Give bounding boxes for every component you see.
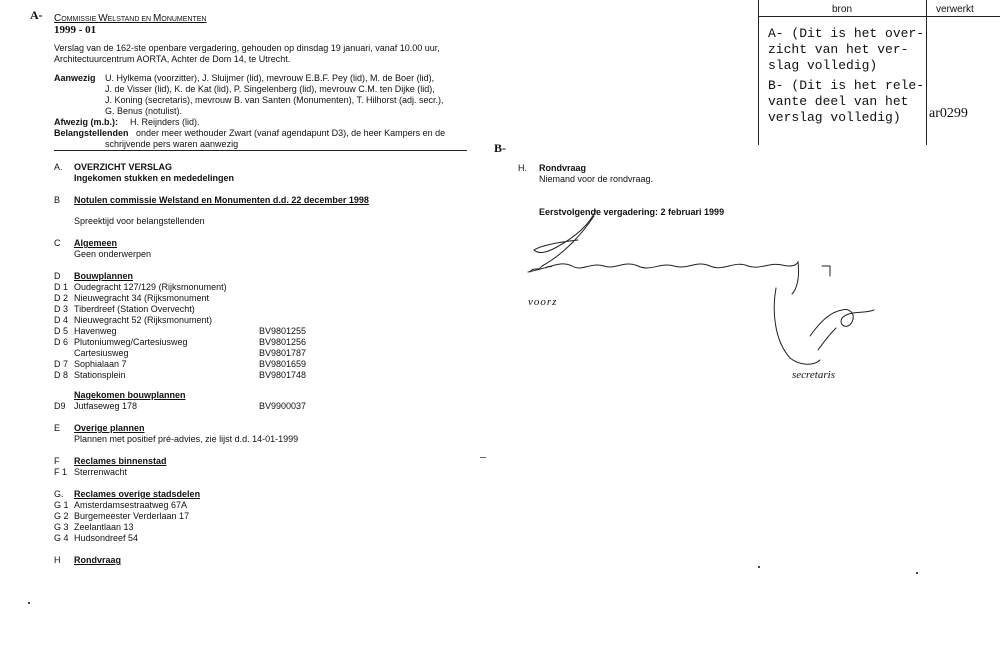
list-item [54, 337, 414, 348]
present-line: U. Hylkema (voorzitter), J. Sluijmer (lid), mevrouw E.B.F. Pey (lid), M. de Boer (lid), [105, 73, 435, 83]
list-item [54, 315, 414, 326]
item-text: Havenweg [74, 326, 117, 336]
item-text: Amsterdamsestraatweg 67A [74, 500, 188, 510]
item-code: F 1 [54, 467, 68, 477]
header-divider [54, 150, 467, 151]
right-h-text: Niemand voor de rondvraag. [539, 174, 654, 184]
section-e-text: Plannen met positief pré-advies, zie lijst d.d. 14-01-1999 [74, 434, 299, 444]
stamp-header-line [758, 16, 1000, 17]
section-d-title: Bouwplannen [74, 271, 133, 281]
item-code: D 5 [54, 326, 69, 336]
list-item [54, 359, 414, 370]
right-h-title: Rondvraag [539, 163, 587, 173]
absent-label: Afwezig (m.b.): [54, 117, 118, 127]
stamp-divider [926, 0, 927, 145]
stakeholders-line: schrijvende pers waren aanwezig [105, 139, 239, 149]
item-ref: BV9900037 [259, 401, 307, 411]
item-text: Oudegracht 127/129 (Rijksmonument) [74, 282, 227, 292]
item-text: Burgemeester Verderlaan 17 [74, 511, 190, 521]
item-ref: BV9801255 [259, 326, 307, 336]
section-a-code: A. [54, 162, 63, 172]
signature-secretaris [822, 266, 830, 276]
report-number: 1999 - 01 [54, 24, 97, 36]
item-text: Nieuwegracht 34 (Rijksmonument [74, 293, 210, 303]
stamp-col-bron: bron [832, 4, 853, 15]
item-code: G 4 [54, 533, 69, 543]
stamp-code: ar0299 [929, 106, 968, 121]
scan-speck [28, 602, 30, 604]
section-h-title: Rondvraag [74, 555, 122, 565]
item-ref: BV9801256 [259, 337, 307, 347]
item-text: Jutfaseweg 178 [74, 401, 138, 411]
item-code: D 8 [54, 370, 69, 380]
list-item [54, 293, 414, 304]
signatures-drawing [520, 210, 880, 390]
signature-voorz-label: voorz [528, 296, 558, 308]
stamp-note-b: B- (Dit is het rele- vante deel van het verslag volledig) [768, 78, 925, 125]
section-e-title: Overige plannen [74, 423, 145, 433]
section-b-code: B [54, 195, 61, 205]
scan-speck [758, 566, 760, 568]
item-code: D9 [54, 401, 66, 411]
section-g-code: G. [54, 489, 64, 499]
org-name [54, 13, 207, 24]
item-ref: BV9801787 [259, 348, 307, 358]
section-g-title: Reclames overige stadsdelen [74, 489, 201, 499]
section-b-title: Notulen commissie Welstand en Monumenten d.d. 22 december 1998 [74, 195, 369, 205]
item-text: Sterrenwacht [74, 467, 128, 477]
stakeholders-line: onder meer wethouder Zwart (vanaf agendapunt D3), de heer Kampers en de [136, 128, 446, 138]
item-code: D 2 [54, 293, 69, 303]
scan-speck [480, 457, 486, 458]
scan-speck [916, 572, 918, 574]
present-line: J. de Visser (lid), K. de Kat (lid), P. Singelenberg (lid), mevrouw C.M. ten Dijke (lid), [105, 84, 435, 94]
present-line: G. Benus (notulist). [105, 106, 183, 116]
item-text: Sophialaan 7 [74, 359, 127, 369]
section-d-code: D [54, 271, 61, 281]
signature-secretaris-label: secretaris [792, 369, 835, 381]
list-item [54, 370, 414, 381]
intro-line-2: Architectuurcentrum AORTA, Achter de Dom 14, te Utrecht. [54, 54, 291, 64]
section-c-text: Geen onderwerpen [74, 249, 152, 259]
section-f-title: Reclames binnenstad [74, 456, 167, 466]
item-code: D 3 [54, 304, 69, 314]
item-text: Nieuwegracht 52 (Rijksmonument) [74, 315, 213, 325]
item-code: D 4 [54, 315, 69, 325]
section-c-code: C [54, 238, 61, 248]
stamp-left-border [758, 0, 759, 145]
item-code: G 2 [54, 511, 69, 521]
item-ref: BV9801659 [259, 359, 307, 369]
section-e-code: E [54, 423, 61, 433]
next-meeting: Eerstvolgende vergadering: 2 februari 1999 [539, 207, 725, 217]
item-text: Hudsondreef 54 [74, 533, 139, 543]
org-name-text: COMMISSIE WELSTAND EN MONUMENTEN [54, 13, 207, 24]
item-text: Cartesiusweg [74, 348, 129, 358]
marker-a: A- [30, 8, 43, 22]
item-text: Zeelantlaan 13 [74, 522, 134, 532]
right-h-code: H. [518, 163, 527, 173]
section-h-code: H [54, 555, 61, 565]
item-code: D 7 [54, 359, 69, 369]
item-code: D 1 [54, 282, 69, 292]
section-a-subtitle: Ingekomen stukken en mededelingen [74, 173, 235, 183]
item-code: D 6 [54, 337, 69, 347]
item-text: Stationsplein [74, 370, 126, 380]
stamp-col-verwerkt: verwerkt [936, 4, 974, 15]
stamp-note-a: A- (Dit is het over- zicht van het ver- slag volledig) [768, 26, 925, 73]
signature-voorzitter [534, 210, 596, 252]
present-line: J. Koning (secretaris), mevrouw B. van Santen (Monumenten), T. Hilhorst (adj. secr.), [105, 95, 444, 105]
section-f-code: F [54, 456, 60, 466]
list-item [54, 401, 414, 412]
section-a-title: OVERZICHT VERSLAG [74, 162, 173, 172]
stakeholders-label: Belangstellenden [54, 128, 129, 138]
item-ref: BV9801748 [259, 370, 307, 380]
absent-value: H. Reijnders (lid). [130, 117, 200, 127]
item-text: Tiberdreef (Station Overvecht) [74, 304, 195, 314]
intro-line-1: Verslag van de 162-ste openbare vergadering, gehouden op dinsdag 19 januari, vanaf 10.00 uur, [54, 43, 440, 53]
list-item [54, 326, 414, 337]
section-b-text: Spreektijd voor belangstellenden [74, 216, 205, 226]
item-code: G 1 [54, 500, 69, 510]
marker-b: B- [494, 141, 506, 155]
bouwplannen-list [54, 282, 414, 381]
present-label: Aanwezig [54, 73, 96, 83]
item-text: Plutoniumweg/Cartesiusweg [74, 337, 188, 347]
section-c-title: Algemeen [74, 238, 118, 248]
item-code: G 3 [54, 522, 69, 532]
list-item [54, 304, 414, 315]
list-item [54, 348, 414, 359]
late-plans-title: Nagekomen bouwplannen [74, 390, 186, 400]
list-item [54, 282, 414, 293]
